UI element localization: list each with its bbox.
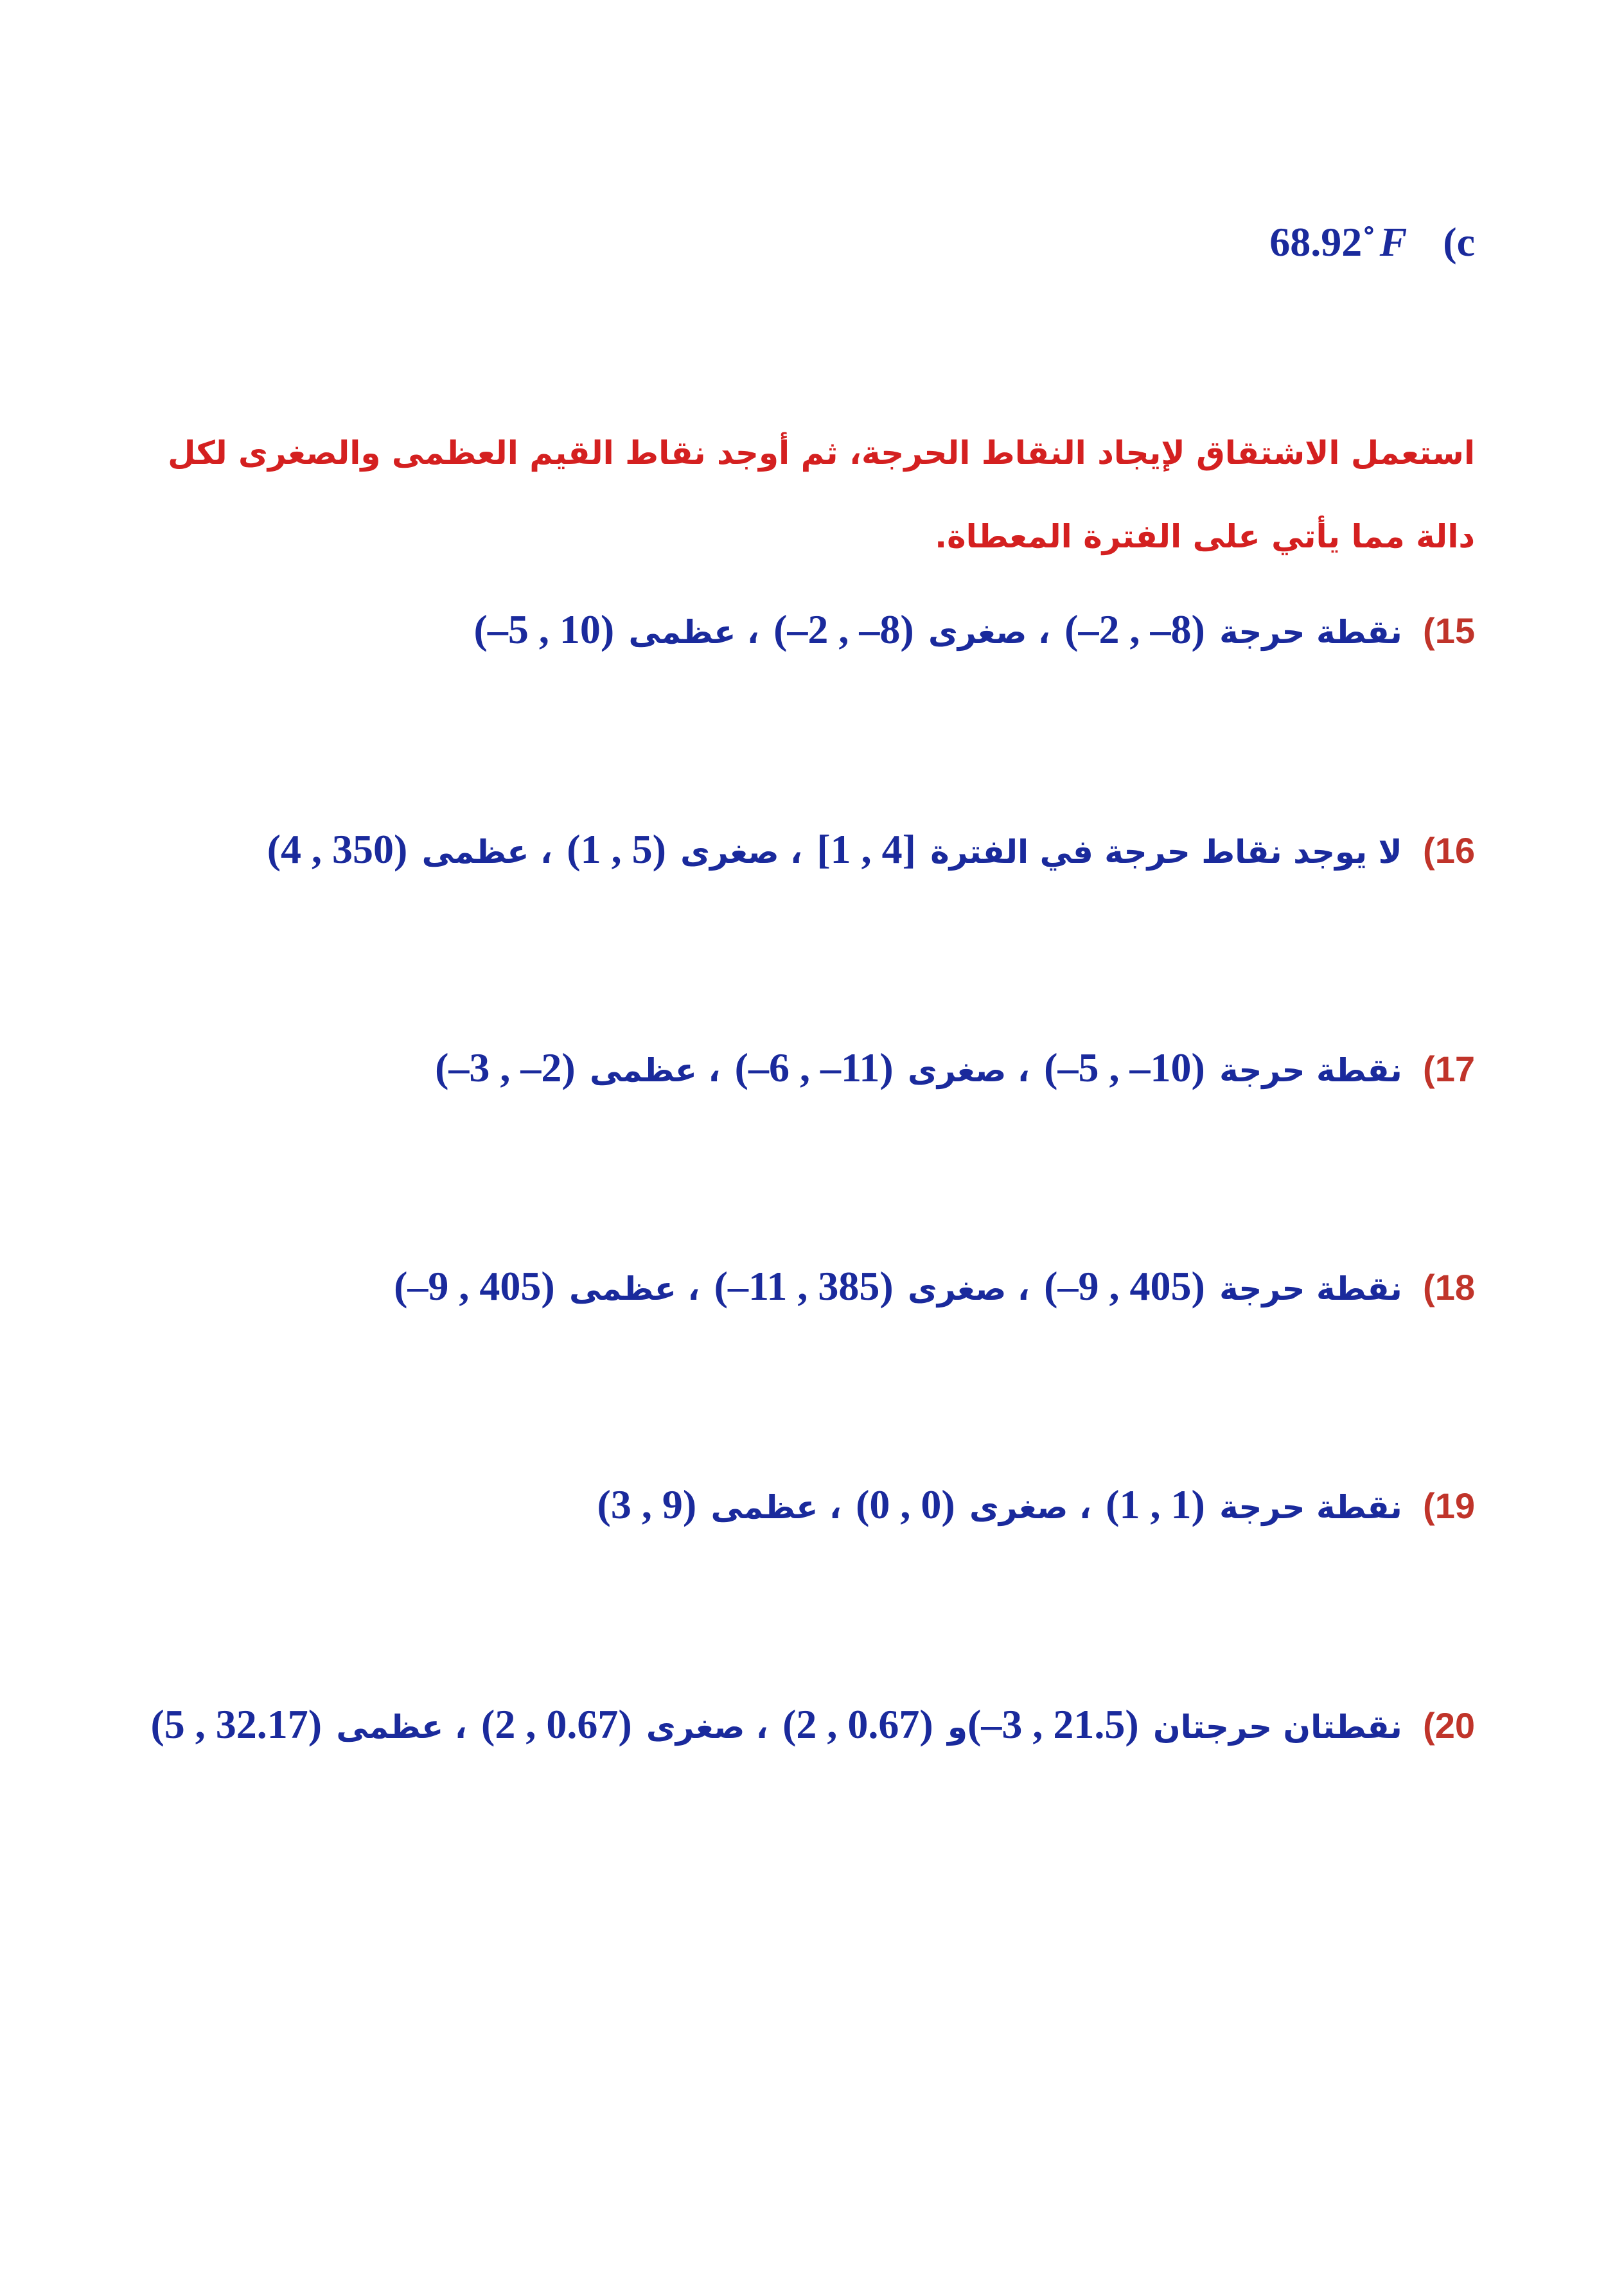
max-point: (3 , 9): [597, 1482, 697, 1527]
critical-label: نقطة حرجة: [1219, 614, 1402, 651]
min-label: ، صغرى: [928, 614, 1050, 651]
interval: [1 , 4]: [816, 826, 916, 872]
min-label: ، صغرى: [908, 1052, 1030, 1089]
critical-label: نقطتان حرجتان: [1152, 1708, 1402, 1746]
max-label: ، عظمى: [336, 1708, 467, 1746]
max-point: (–9 , 405): [394, 1263, 555, 1309]
answer-number: 15): [1423, 610, 1475, 651]
max-label: ، عظمى: [710, 1489, 842, 1526]
answer-number: 20): [1423, 1705, 1475, 1746]
answer-18: [149, 1248, 1475, 1327]
critical-label: نقطة حرجة: [1219, 1489, 1402, 1526]
answer-15: [149, 591, 1475, 671]
min-point: (–2 , –8): [773, 607, 914, 652]
min-point: (–11 , 385): [714, 1263, 894, 1309]
max-label: ، عظمى: [569, 1270, 700, 1307]
max-point: (–3 , –2): [435, 1045, 576, 1090]
max-point: (4 , 350): [267, 826, 408, 872]
answer-17: [149, 1029, 1475, 1109]
and-label: و: [947, 1708, 968, 1746]
min-point: (1 , 5): [567, 826, 666, 872]
min-label: ، صغرى: [969, 1489, 1091, 1526]
critical-point-1: (–3 , 21.5): [967, 1701, 1139, 1747]
answer-19: [149, 1466, 1475, 1546]
min-label: ، صغرى: [908, 1270, 1030, 1307]
max-label: ، عظمى: [589, 1052, 721, 1089]
part-c-marker: (c: [1443, 219, 1475, 265]
part-c-unit: F: [1379, 219, 1408, 265]
answer-16: [149, 811, 1475, 891]
critical-point: (–9 , 405): [1044, 1263, 1205, 1309]
answer-20: [149, 1685, 1475, 1767]
instruction-text: استعمل الاشتقاق لإيجاد النقاط الحرجة، ثم أوجد نقاط القيم العظمى والصغرى لكل دالة مما يأتي على الفترة المعطاة.: [168, 434, 1475, 555]
critical-label: نقطة حرجة: [1219, 1270, 1402, 1307]
part-c-value: 68.92˚: [1269, 219, 1376, 265]
min-label: ، صغرى: [680, 833, 803, 871]
critical-label: لا يوجد نقاط حرجة في الفترة: [930, 833, 1402, 871]
max-point: (5 , 32.17): [150, 1701, 322, 1747]
answer-number: 18): [1423, 1267, 1475, 1307]
max-label: ، عظمى: [628, 614, 759, 651]
answer-number: 17): [1423, 1049, 1475, 1089]
max-point: (–5 , 10): [473, 607, 615, 652]
min-point: (2 , 0.67): [481, 1701, 632, 1747]
part-c-answer: [1269, 218, 1475, 266]
answer-number: 19): [1423, 1485, 1475, 1526]
critical-point-2: (2 , 0.67): [782, 1701, 933, 1747]
min-point: (0 , 0): [856, 1482, 955, 1527]
critical-point: (1 , 1): [1106, 1482, 1205, 1527]
max-label: ، عظمى: [421, 833, 552, 871]
critical-point: (–2 , –8): [1064, 607, 1205, 652]
min-label: ، صغرى: [646, 1708, 768, 1746]
min-point: (–6 , –11): [734, 1045, 894, 1090]
answer-number: 16): [1423, 830, 1475, 871]
critical-label: نقطة حرجة: [1219, 1052, 1402, 1089]
critical-point: (–5 , –10): [1044, 1045, 1205, 1090]
